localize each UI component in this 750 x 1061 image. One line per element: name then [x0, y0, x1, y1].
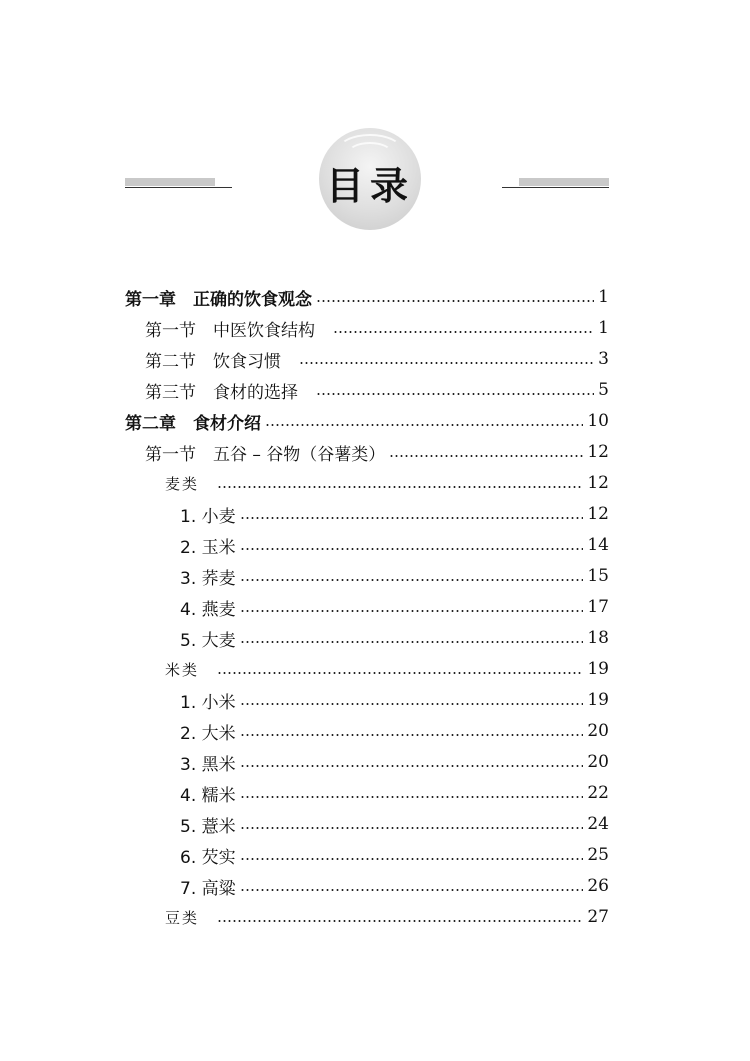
toc-entry-page: 14 [587, 535, 609, 555]
toc-entry-page: 17 [587, 597, 609, 617]
toc-entry-page: 27 [587, 907, 609, 927]
dot-leader [240, 889, 584, 891]
dot-leader [240, 765, 584, 767]
toc-entry-label: 4. 糯米 [180, 785, 236, 806]
toc-entry[interactable] [180, 562, 609, 590]
toc-entry[interactable] [180, 500, 609, 528]
toc-entry-label: 第一节 五谷 – 谷物（谷薯类） [145, 444, 386, 465]
toc-entry-page: 19 [587, 690, 609, 710]
dot-leader [240, 641, 584, 643]
toc-entry[interactable] [180, 531, 609, 559]
toc-entry-page: 19 [587, 659, 609, 679]
left-decorative-rule [125, 178, 232, 190]
toc-entry[interactable] [125, 283, 609, 311]
toc-entry[interactable] [165, 655, 609, 683]
toc-entry-page: 1 [598, 287, 609, 307]
toc-entry-label: 第二节 饮食习惯 [145, 351, 281, 372]
toc-entry-page: 24 [587, 814, 609, 834]
dot-leader [333, 331, 594, 333]
toc-entry-label: 第一节 中医饮食结构 [145, 320, 315, 341]
toc-header [0, 0, 750, 260]
toc-entry-label: 1. 小米 [180, 692, 236, 713]
toc-entry[interactable] [165, 469, 609, 497]
toc-entry-page: 12 [587, 442, 609, 462]
dot-leader [265, 424, 583, 426]
toc-entry-label: 第一章 正确的饮食观念 [125, 289, 312, 310]
toc-entry[interactable] [165, 903, 609, 931]
toc-entry-label: 2. 大米 [180, 723, 236, 744]
dot-leader [240, 610, 584, 612]
dot-leader [240, 796, 584, 798]
toc-entry-label: 1. 小麦 [180, 506, 236, 527]
toc-entry-label: 米类 [165, 660, 200, 679]
right-decorative-rule [502, 178, 609, 190]
dot-leader [217, 920, 583, 922]
toc-entry[interactable] [180, 717, 609, 745]
toc-entry[interactable] [180, 779, 609, 807]
toc-entry-page: 12 [587, 473, 609, 493]
toc-entry-label: 6. 芡实 [180, 847, 236, 868]
toc-entry-page: 10 [587, 411, 609, 431]
dot-leader [240, 734, 584, 736]
toc-entry-page: 15 [587, 566, 609, 586]
toc-entry[interactable] [145, 345, 609, 373]
toc-entry-label: 4. 燕麦 [180, 599, 236, 620]
toc-entry[interactable] [145, 376, 609, 404]
dot-leader [389, 455, 583, 457]
toc-entry[interactable] [180, 810, 609, 838]
dot-leader [316, 300, 594, 302]
dot-leader [299, 362, 594, 364]
toc-entry-page: 1 [598, 318, 609, 338]
dot-leader [316, 393, 594, 395]
toc-entry[interactable] [180, 872, 609, 900]
toc-entry-page: 26 [587, 876, 609, 896]
dot-leader [240, 548, 584, 550]
toc-entry-page: 18 [587, 628, 609, 648]
toc-entry-label: 5. 薏米 [180, 816, 236, 837]
toc-entry-label: 3. 黑米 [180, 754, 236, 775]
toc-entry-label: 3. 荞麦 [180, 568, 236, 589]
dot-leader [240, 703, 584, 705]
toc-entry[interactable] [145, 314, 609, 342]
toc-entry[interactable] [180, 593, 609, 621]
dot-leader [240, 827, 584, 829]
toc-entry[interactable] [180, 686, 609, 714]
toc-entry-label: 2. 玉米 [180, 537, 236, 558]
toc-entry-page: 5 [598, 380, 609, 400]
toc-entry-page: 20 [587, 752, 609, 772]
toc-entry[interactable] [145, 438, 609, 466]
dot-leader [217, 672, 583, 674]
dot-leader [240, 858, 584, 860]
toc-entry-label: 第三节 食材的选择 [145, 382, 298, 403]
toc-entry[interactable] [125, 407, 609, 435]
dot-leader [240, 579, 584, 581]
toc-entry-label: 7. 高粱 [180, 878, 236, 899]
toc-entry-label: 麦类 [165, 474, 200, 493]
toc-entry-page: 3 [598, 349, 609, 369]
toc-entry-page: 22 [587, 783, 609, 803]
toc-entry[interactable] [180, 748, 609, 776]
toc-entry-label: 5. 大麦 [180, 630, 236, 651]
toc-entry-page: 25 [587, 845, 609, 865]
toc-entry-page: 12 [587, 504, 609, 524]
toc-entry[interactable] [180, 624, 609, 652]
page-title: 目录 [325, 163, 414, 208]
toc-entry-label: 豆类 [165, 908, 200, 927]
toc-entry-label: 第二章 食材介绍 [125, 413, 261, 434]
dot-leader [217, 486, 583, 488]
toc-entry-page: 20 [587, 721, 609, 741]
dot-leader [240, 517, 584, 519]
toc-entry[interactable] [180, 841, 609, 869]
